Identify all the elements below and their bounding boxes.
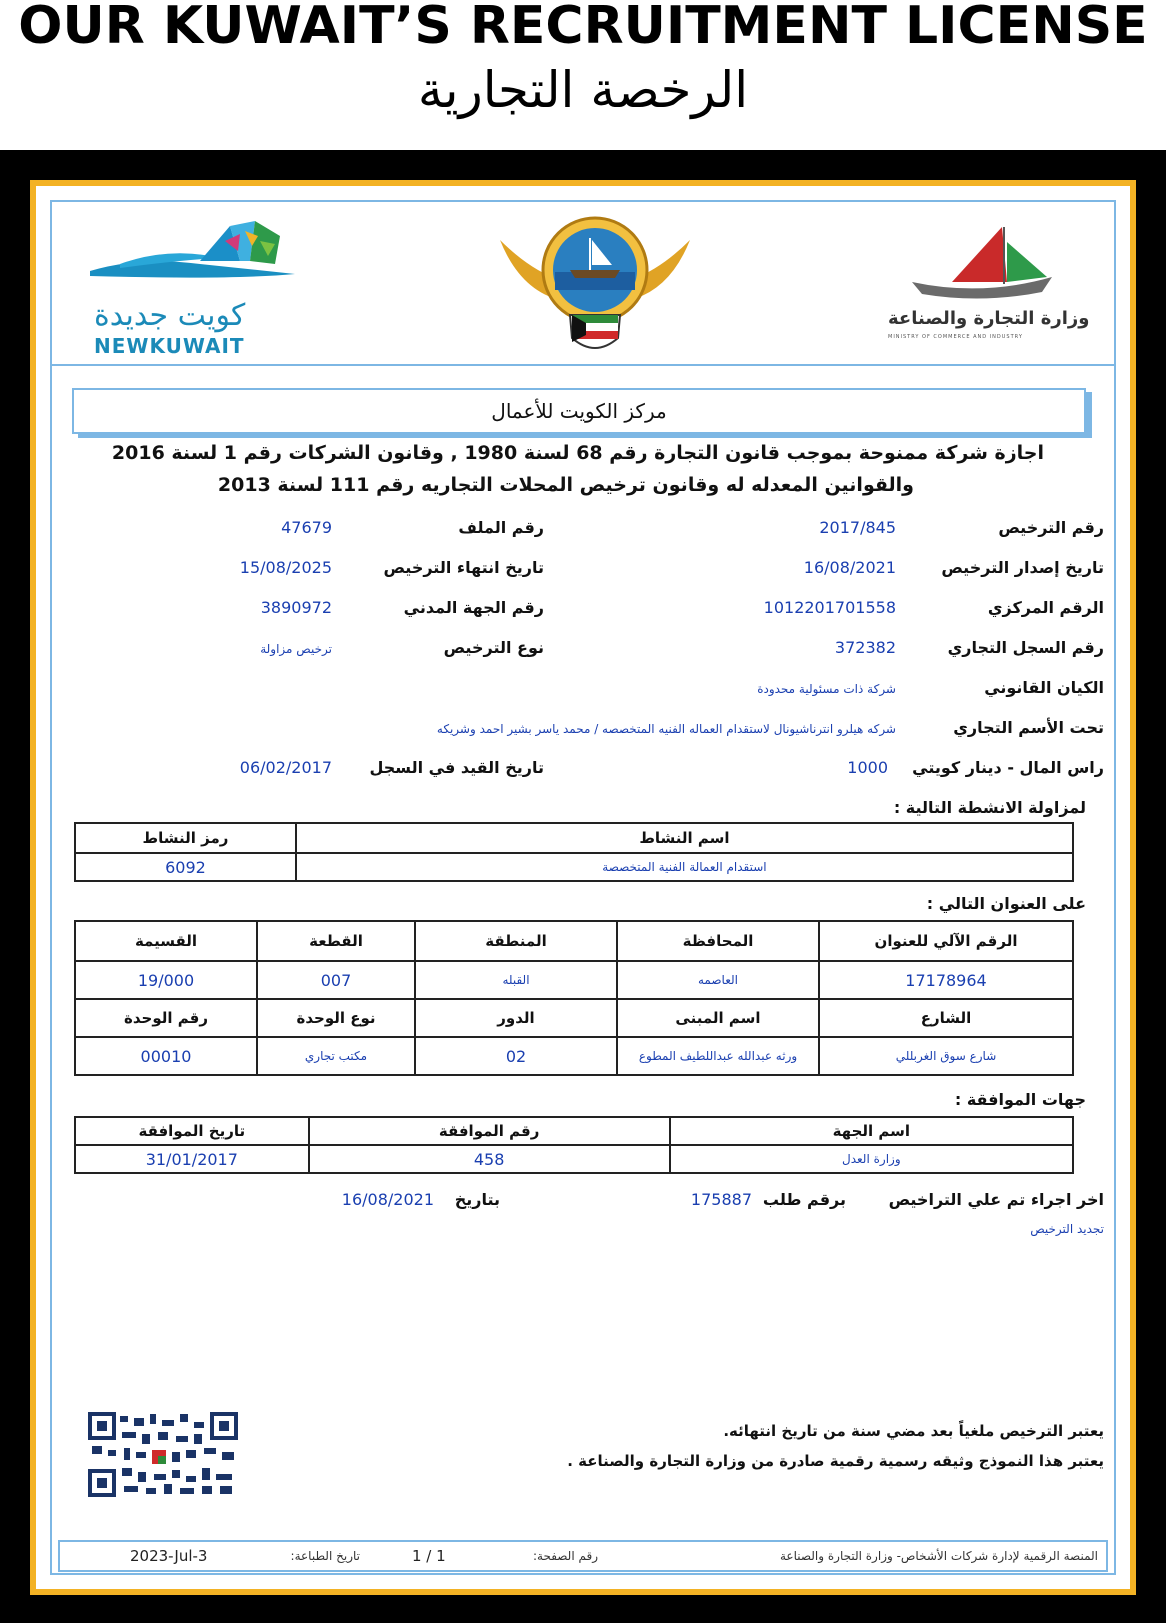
- auto-no-cell: 17178964: [819, 961, 1073, 999]
- license-no-value: 2017/845: [819, 518, 896, 537]
- block-cell: 007: [257, 961, 415, 999]
- plot-header: القسيمة: [75, 921, 257, 961]
- table-row: [75, 853, 1073, 881]
- table-row: [75, 1037, 1073, 1075]
- approval-no-cell: 458: [309, 1145, 670, 1173]
- heading-arabic: الرخصة التجارية: [417, 61, 749, 119]
- unit-type-header: نوع الوحدة: [257, 999, 415, 1037]
- approval-entity-header: اسم الجهة: [670, 1117, 1073, 1145]
- auto-no-header: الرقم الآلي للعنوان: [819, 921, 1073, 961]
- note-line-2: يعتبر هذا النموذج وثيقه رسمية رقمية صادرة من وزارة التجارة والصناعة .: [567, 1452, 1104, 1470]
- street-header: الشارع: [819, 999, 1073, 1037]
- cr-no-value: 372382: [834, 638, 896, 657]
- action-date-label: بتاريخ: [454, 1190, 500, 1209]
- approval-date-cell: 31/01/2017: [75, 1145, 309, 1173]
- activities-table: [74, 822, 1074, 882]
- heading-english: OUR KUWAIT’S RECRUITMENT LICENSE: [18, 0, 1148, 56]
- issue-date-value: 16/08/2021: [803, 558, 896, 577]
- approval-entity-cell: وزارة العدل: [670, 1145, 1073, 1173]
- ministry-english: MINISTRY OF COMMERCE AND INDUSTRY: [888, 334, 1023, 340]
- license-header: [52, 202, 1114, 366]
- last-action-value: تجديد الترخيص: [1030, 1222, 1104, 1236]
- cr-no-label: رقم السجل التجاري: [947, 638, 1104, 657]
- area-cell: القبله: [415, 961, 617, 999]
- request-no-label: برقم طلب: [762, 1190, 846, 1209]
- governorate-header: المحافظة: [617, 921, 819, 961]
- unit-no-cell: 00010: [75, 1037, 257, 1075]
- license-paper: [36, 186, 1130, 1589]
- newkuwait-english: NEWKUWAIT: [94, 334, 245, 358]
- building-cell: ورثه عبدالله عبداللطيف المطوع: [617, 1037, 819, 1075]
- civil-no-value: 3890972: [260, 598, 332, 617]
- expiry-date-value: 15/08/2025: [239, 558, 332, 577]
- newkuwait-logo: [80, 216, 310, 356]
- intro-line-2: والقوانين المعدله له وقانون ترخيص المحلات التجاريه رقم 111 لسنة 2013: [217, 474, 914, 496]
- unit-type-cell: مكتب تجاري: [257, 1037, 415, 1075]
- legal-entity-label: الكيان القانوني: [984, 678, 1104, 697]
- approvals-table: [74, 1116, 1074, 1174]
- print-date-value: 2023-Jul-3: [130, 1547, 208, 1565]
- plot-cell: 19/000: [75, 961, 257, 999]
- registry-date-value: 06/02/2017: [239, 758, 332, 777]
- ministry-dhow-icon: [882, 222, 1092, 302]
- page-number-value: 1 / 1: [412, 1547, 446, 1565]
- ministry-logo: [882, 222, 1092, 352]
- state-emblem-icon: [490, 210, 700, 360]
- approval-date-header: تاريخ الموافقة: [75, 1117, 309, 1145]
- capital-label: راس المال - دينار كويتي: [912, 758, 1104, 777]
- area-header: المنطقة: [415, 921, 617, 961]
- activity-name-cell: استقدام العمالة الفنية المتخصصة: [296, 853, 1073, 881]
- request-no-value: 175887: [690, 1190, 752, 1209]
- license-type-label: نوع الترخيص: [443, 638, 544, 657]
- approval-no-header: رقم الموافقة: [309, 1117, 670, 1145]
- central-no-label: الرقم المركزي: [987, 598, 1104, 617]
- document-footer: [58, 1540, 1108, 1572]
- newkuwait-arabic: كويت جديدة: [94, 298, 246, 333]
- trade-name-value: شركه هيلرو انترناشيونال لاستقدام العماله الفنيه المتخصصه / محمد ياسر بشير احمد وشريكه: [436, 722, 896, 736]
- legal-entity-value: شركة ذات مسئولية محدودة: [757, 682, 896, 696]
- page-heading: [0, 0, 1166, 122]
- approvals-section-label: جهات الموافقة :: [954, 1090, 1086, 1109]
- floor-header: الدور: [415, 999, 617, 1037]
- governorate-cell: العاصمه: [617, 961, 819, 999]
- address-table: [74, 920, 1074, 1076]
- intro-line-1: اجازة شركة ممنوحة بموجب قانون التجارة رقم 68 لسنة 1980 , وقانون الشركات رقم 1 لسنة 2016: [111, 442, 1044, 464]
- table-row: [75, 1145, 1073, 1173]
- central-no-value: 1012201701558: [763, 598, 896, 617]
- capital-value: 1000: [847, 758, 888, 777]
- last-action-label: اخر اجراء تم علي التراخيص: [888, 1190, 1104, 1209]
- qr-code-icon: [88, 1412, 238, 1497]
- registry-date-label: تاريخ القيد في السجل: [369, 758, 544, 777]
- action-date-value: 16/08/2021: [341, 1190, 434, 1209]
- street-cell: شارع سوق الغربللي: [819, 1037, 1073, 1075]
- activity-code-cell: 6092: [75, 853, 296, 881]
- license-no-label: رقم الترخيص: [998, 518, 1104, 537]
- address-section-label: على العنوان التالي :: [926, 894, 1086, 913]
- kuwait-emblem: [490, 210, 700, 360]
- issue-date-label: تاريخ إصدار الترخيص: [941, 558, 1104, 577]
- license-type-value: ترخيص مزاولة: [260, 642, 332, 656]
- unit-no-header: رقم الوحدة: [75, 999, 257, 1037]
- civil-no-label: رقم الجهة المدني: [403, 598, 544, 617]
- license-inner-border: [50, 200, 1116, 1575]
- file-no-value: 47679: [281, 518, 332, 537]
- note-line-1: يعتبر الترخيص ملغياً بعد مضي سنة من تاريخ انتهائه.: [723, 1422, 1104, 1440]
- gold-border: [30, 180, 1136, 1595]
- dhow-sail-icon: [80, 216, 310, 286]
- ministry-arabic: وزارة التجارة والصناعة: [888, 308, 1090, 329]
- table-row: [75, 961, 1073, 999]
- building-header: اسم المبنى: [617, 999, 819, 1037]
- expiry-date-label: تاريخ انتهاء الترخيص: [383, 558, 544, 577]
- print-date-label: تاريخ الطباعة:: [290, 1549, 360, 1563]
- activity-name-header: اسم النشاط: [296, 823, 1073, 853]
- activities-section-label: لمزاولة الانشطة التالية :: [893, 798, 1086, 817]
- activity-code-header: رمز النشاط: [75, 823, 296, 853]
- file-no-label: رقم الملف: [458, 518, 544, 537]
- floor-cell: 02: [415, 1037, 617, 1075]
- block-header: القطعة: [257, 921, 415, 961]
- platform-text: المنصة الرقمية لإدارة شركات الأشخاص- وزارة التجارة والصناعة: [779, 1549, 1098, 1563]
- trade-name-label: تحت الأسم التجاري: [953, 718, 1104, 737]
- page-number-label: رقم الصفحة:: [532, 1549, 598, 1563]
- business-center-title: مركز الكويت للأعمال: [72, 388, 1086, 434]
- document-frame: [0, 150, 1166, 1623]
